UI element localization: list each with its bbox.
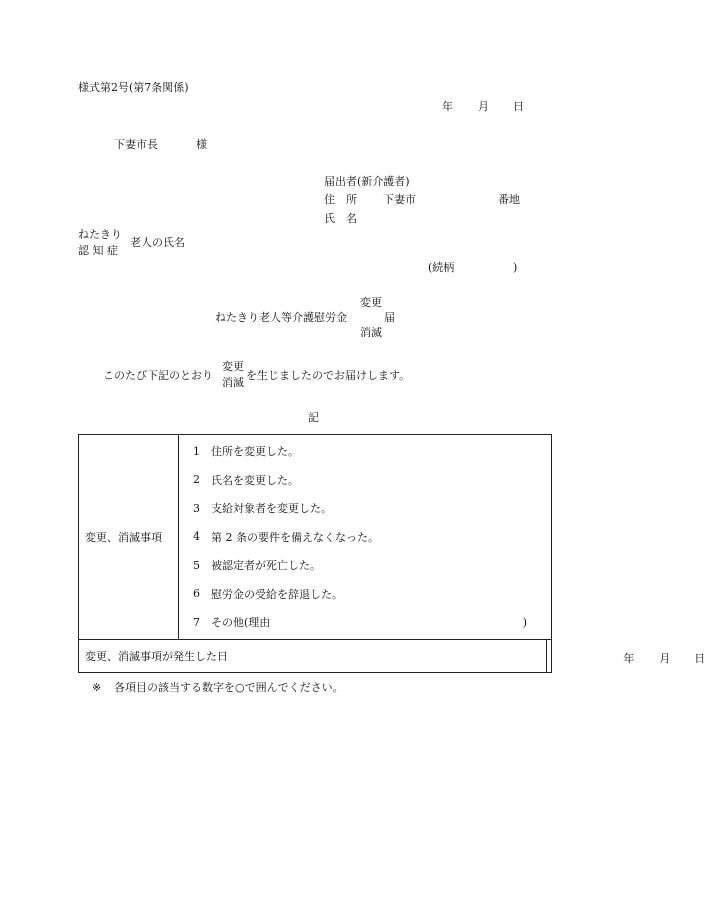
item-text: 氏名を変更した。 [211, 473, 299, 487]
ki-heading: 記 [308, 411, 319, 424]
item-num: 2 [193, 473, 200, 487]
item-num: 5 [193, 558, 200, 572]
list-item [179, 551, 551, 580]
title-suffix: 届 [384, 311, 395, 324]
item-text: 支給対象者を変更した。 [211, 502, 332, 516]
row2-year: 年 [623, 651, 635, 665]
patient-prefix-top: ねたきり [78, 228, 122, 241]
row1-label: 変更、消滅事項 [79, 435, 179, 640]
relation-close: ) [513, 261, 518, 274]
relation-open: (続柄 [428, 261, 455, 274]
table-row [79, 639, 552, 672]
form-number: 様式第2号(第7条関係) [78, 81, 189, 94]
note-text: 各項目の該当する数字を○で囲んでください。 [114, 681, 344, 694]
statement-after: を生じましたのでお届けします。 [246, 369, 411, 382]
statement-change: 変更 [222, 360, 244, 373]
item-close-paren: ) [522, 615, 527, 629]
patient-label: 老人の氏名 [130, 236, 185, 249]
item-num: 4 [193, 530, 200, 544]
patient-prefix-bottom: 認 知 症 [78, 244, 118, 257]
address-label: 住 所 [324, 193, 357, 206]
applicant-title: 届出者(新介護者) [324, 175, 410, 188]
row2-day: 日 [694, 651, 705, 665]
row2-date-cell [547, 639, 705, 672]
list-item [179, 608, 551, 637]
note-mark: ※ [92, 681, 102, 694]
row2-label: 変更、消滅事項が発生した日 [79, 639, 547, 672]
header-date-year: 年 [442, 100, 453, 113]
item-text: 被認定者が死亡した。 [211, 559, 321, 573]
item-num: 7 [193, 615, 200, 629]
list-item [179, 580, 551, 609]
list-item [179, 437, 551, 466]
items-cell [179, 435, 552, 640]
statement-extinction: 消滅 [222, 376, 244, 389]
address-value: 下妻市 [383, 193, 416, 206]
details-table [78, 434, 705, 673]
item-num: 1 [193, 444, 200, 458]
item-text: 住所を変更した。 [211, 445, 299, 459]
item-num: 3 [193, 501, 200, 515]
title-extinction: 消滅 [360, 326, 382, 339]
list-item [179, 494, 551, 523]
header-date-month: 月 [478, 100, 489, 113]
item-text: その他(理由 [211, 616, 271, 630]
statement-before: このたび下記のとおり [103, 369, 213, 382]
title-change: 変更 [360, 296, 382, 309]
header-date-day: 日 [513, 100, 524, 113]
addressee-honorific: 様 [196, 138, 207, 151]
title-main: ねたきり老人等介護慰労金 [215, 311, 347, 324]
name-label: 氏 名 [324, 212, 357, 225]
item-num: 6 [193, 587, 200, 601]
row2-month: 月 [659, 651, 671, 665]
addressee-name: 下妻市長 [114, 138, 158, 151]
address-suffix: 番地 [498, 193, 520, 206]
list-item [179, 523, 551, 552]
table-row [79, 435, 552, 640]
list-item [179, 466, 551, 495]
item-text: 慰労金の受給を辞退した。 [211, 587, 343, 601]
item-text: 第 2 条の要件を備えなくなった。 [211, 530, 379, 544]
